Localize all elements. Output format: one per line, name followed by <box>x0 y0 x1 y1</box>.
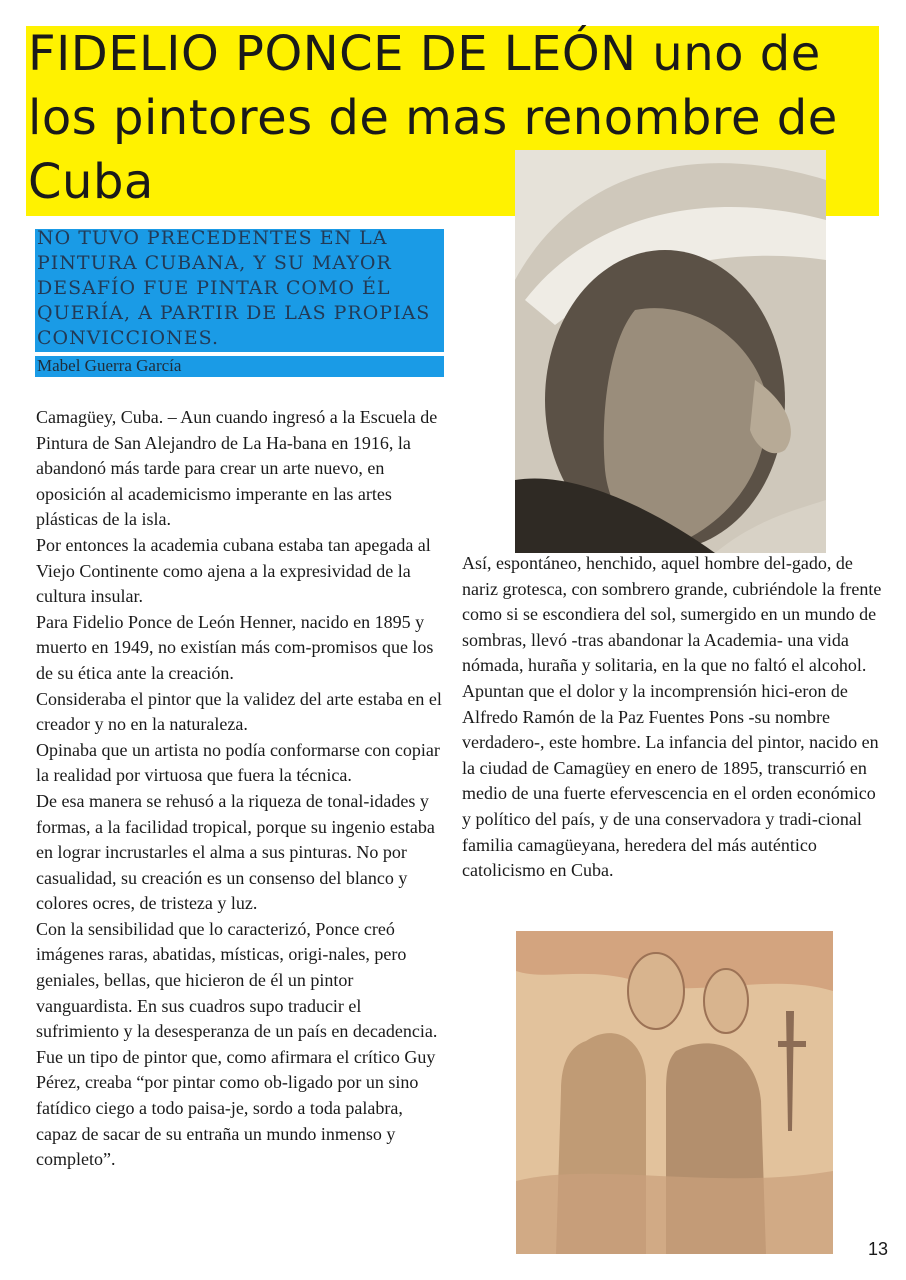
author-byline: Mabel Guerra García <box>37 356 182 375</box>
paragraph: Para Fidelio Ponce de León Henner, nacido en 1895 y muerto en 1949, no existían más com-promisos que los de su ética ante la creación. <box>36 611 434 683</box>
paragraph: Opinaba que un artista no podía conformarse con copiar la realidad por virtuosa que fuera la técnica. <box>36 739 440 786</box>
paragraph: De esa manera se rehusó a la riqueza de tonal-idades y formas, a la facilidad tropical, porque su ingenio estaba en lograr incrustarles el alma a sus pinturas. No por casualidad, su creación es un consenso del blanco y colores ocres, de tristeza y luz. <box>36 790 435 914</box>
paragraph: Consideraba el pintor que la validez del arte estaba en el creador y no en la naturaleza. <box>36 688 442 735</box>
page-number: 13 <box>867 1239 888 1259</box>
paragraph: Así, espontáneo, henchido, aquel hombre del-gado, de nariz grotesca, con sombrero grande, cubriéndole la frente como si se escondiera del sol, sumergido en un mundo de sombras, llevó -tras abandonar la Academia- una vida nómada, huraña y solitaria, en la que no faltó el alcohol. <box>462 553 882 676</box>
painting-image <box>516 931 833 1254</box>
paragraph: Con la sensibilidad que lo caracterizó, Ponce creó imágenes raras, abatidas, místicas, origi-nales, pero geniales, bellas, que hicieron de él un pintor vanguardista. En sus cuadros supo traducir el sufrimiento y la desesperanza de un país en decadencia. <box>36 918 438 1042</box>
paragraph: Apuntan que el dolor y la incomprensión hici-eron de Alfredo Ramón de la Paz Fuentes Pons -su nombre verdadero-, este hombre. La infancia del pintor, nacido en la ciudad de Camagüey en enero de 1895, transcurrió en medio de una fuerte efervescencia en el orden económico y político del país, y de una conservadora y tradi-cional familia camagüeyana, heredera del más auténtico catolicismo en Cuba. <box>462 680 879 881</box>
paragraph: Camagüey, Cuba. – Aun cuando ingresó a la Escuela de Pintura de San Alejandro de La Ha-bana en 1916, la abandonó más tarde para crear un arte nuevo, en oposición al academicismo imperante en las artes plásticas de la isla. <box>36 407 438 530</box>
paragraph: Fue un tipo de pintor que, como afirmara el crítico Guy Pérez, creaba “por pintar como ob-ligado por un sino fatídico ciego a todo paisa-je, sordo a toda palabra, capaz de sacar de su entraña un mundo inmenso y completo”. <box>36 1046 436 1170</box>
paragraph: Por entonces la academia cubana estaba tan apegada al Viejo Continente como ajena a la expresividad de la cultura insular. <box>36 534 431 607</box>
article-title: FIDELIO PONCE DE LEÓN uno de los pintores de mas renombre de Cuba <box>28 26 838 210</box>
painting-illustration <box>516 931 833 1254</box>
right-column <box>462 551 882 884</box>
left-column <box>36 405 446 1173</box>
article-subhead: NO TUVO PRECEDENTES EN LA PINTURA CUBANA, Y SU MAYOR DESAFÍO FUE PINTAR COMO ÉL QUERÍA, A PARTIR DE LAS PROPIAS CONVICCIONES. <box>37 227 431 349</box>
